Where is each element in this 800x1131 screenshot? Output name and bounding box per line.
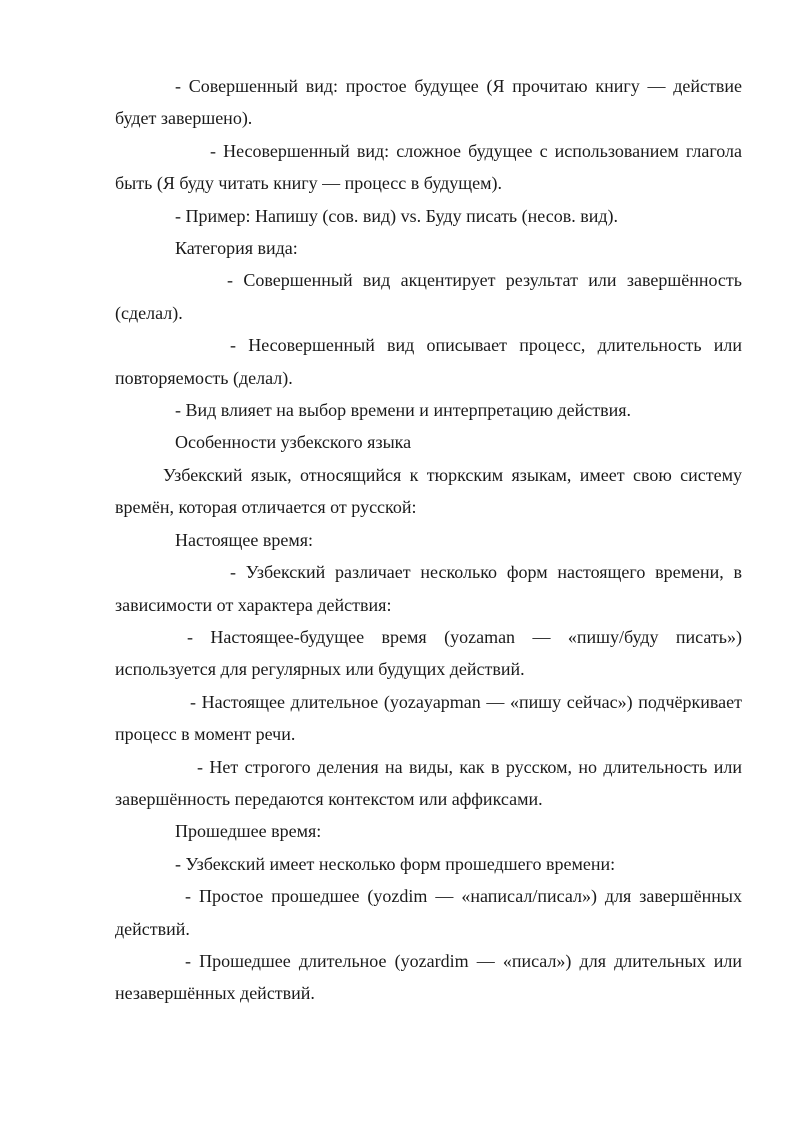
paragraph-uzbek-intro: Узбекский язык, относящийся к тюркским языкам, имеет свою систему времён, которая отличается от русской: — [115, 464, 742, 518]
paragraph-imperfective-future: - Несовершенный вид: сложное будущее с использованием глагола быть (Я буду читать книгу — процесс в будущем). — [115, 140, 742, 194]
paragraph-example: - Пример: Напишу (сов. вид) vs. Буду писать (несов. вид). — [175, 205, 618, 226]
heading-present-tense: Настоящее время: — [175, 529, 314, 550]
paragraph-present-future: - Настоящее-будущее время (yozaman — «пишу/буду писать») используется для регулярных или будущих действий. — [115, 626, 742, 680]
heading-aspect-category: Категория вида: — [175, 238, 298, 259]
document-body — [115, 70, 742, 1010]
paragraph-perfective-result: - Совершенный вид акцентирует результат или завершённость (сделал). — [115, 270, 742, 323]
heading-past-tense: Прошедшее время: — [175, 821, 322, 842]
paragraph-no-strict-aspect: - Нет строгого деления на виды, как в русском, но длительность или завершённость передаются контекстом или аффиксами. — [115, 756, 742, 809]
paragraph-past-forms: - Узбекский имеет несколько форм прошедшего времени: — [175, 853, 616, 874]
paragraph-perfective-future: - Совершенный вид: простое будущее (Я прочитаю книгу — действие будет завершено). — [115, 76, 742, 129]
paragraph-past-continuous: - Прошедшее длительное (yozardim — «писал») для длительных или незавершённых действий. — [115, 950, 742, 1004]
paragraph-imperfective-process: - Несовершенный вид описывает процесс, длительность или повторяемость (делал). — [115, 335, 742, 388]
paragraph-aspect-influence: - Вид влияет на выбор времени и интерпретацию действия. — [175, 400, 632, 421]
paragraph-present-continuous: - Настоящее длительное (yozayapman — «пишу сейчас») подчёркивает процесс в момент речи. — [115, 691, 742, 745]
paragraph-present-forms: - Узбекский различает несколько форм настоящего времени, в зависимости от характера действия: — [115, 562, 742, 615]
paragraph-simple-past: - Простое прошедшее (yozdim — «написал/писал») для завершённых действий. — [115, 886, 742, 939]
heading-uzbek-features: Особенности узбекского языка — [175, 432, 412, 453]
